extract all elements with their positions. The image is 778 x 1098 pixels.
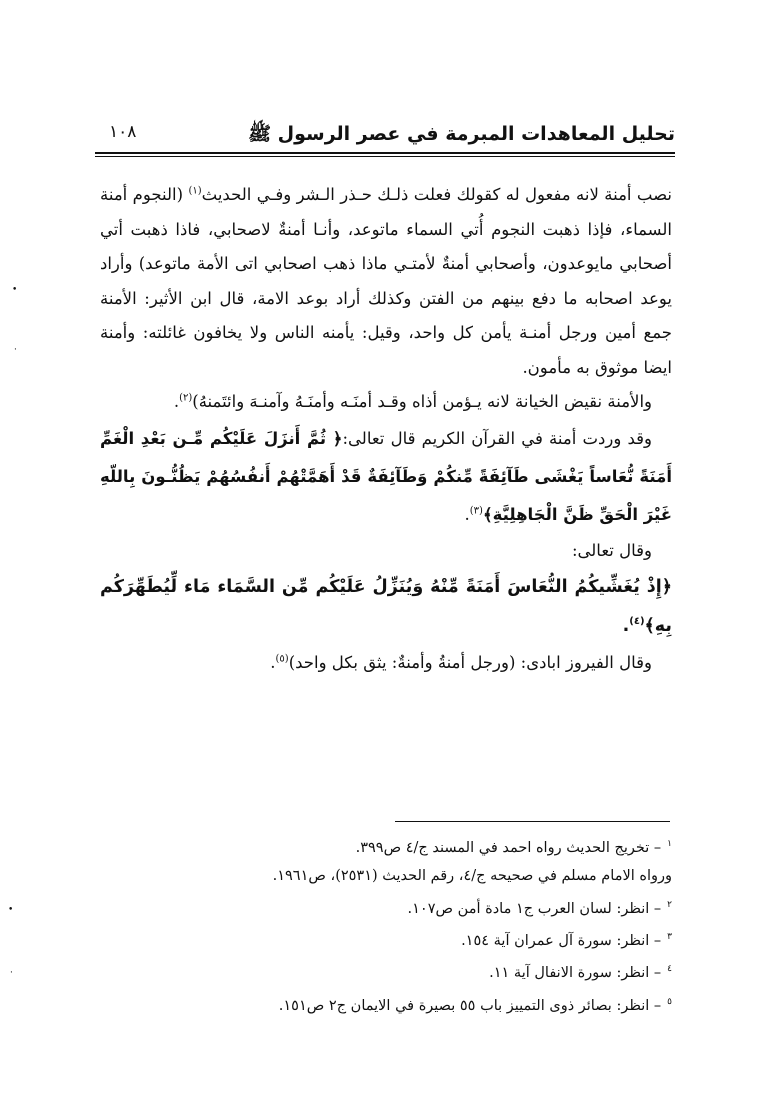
paragraph-3-intro: وقد وردت أمنة في القرآن الكريم قال تعالى: <box>342 428 653 448</box>
footnote-text: – انظر: بصائر ذوى التمييز باب ٥٥ بصيرة في الايمان ج٢ ص١٥١. <box>278 997 662 1014</box>
paragraph-1-text-b: (النجوم أمنة السماء، فإذا ذهبت النجوم أُتي السماء ماتوعد، وأنـا أمنةٌ لاصحابي، فاذا ذهبت أتي أصحابي مايوعدون، وأصحابي أمنةٌ لأمتـي ماذا ذهب اصحابي اتى الأمة ماتوعد) وأراد يوعد اصحابه ما دفع بينهم من الفتن وكذلك أراد بوعد الامة، قال ابن الأثير: الأمنة جمع أمين ورجل أمنـة يأمن كل واحد، وقيل: يأمنه الناس ولا يخافون غائلته: وأمنة ايضا موثوق به مأمون. <box>100 185 672 377</box>
paragraph-4-intro <box>100 534 672 569</box>
footnote-ref-4: (٤) <box>629 616 645 628</box>
footnote-number: ١ <box>667 839 672 849</box>
paragraph-2 <box>100 385 672 420</box>
scan-speck: · <box>10 968 13 978</box>
paragraph-3 <box>100 420 672 534</box>
page-number: ١٠٨ <box>109 122 137 142</box>
header-rule <box>95 152 675 154</box>
paragraph-2-text: والأمنة نقيض الخيانة لانه يـؤمن أذاه وقـد أمنَـه وأمنَـهُ وآمنـهَ وائتَمنهُ) <box>192 392 652 411</box>
scan-speck: · <box>14 345 17 355</box>
footnote-ref-3: (٣) <box>469 505 483 516</box>
paragraph-1-text-a: نصب أمنة لانه مفعول له كقولك فعلت ذلـك حـذر الـشر وفـي الحديث <box>201 185 673 204</box>
footnote-5 <box>120 988 672 1020</box>
footnote-text: – انظر: سورة آل عمران آية ١٥٤. <box>461 932 662 949</box>
footnote-text: – انظر: لسان العرب ج١ مادة أمن ص١٠٧. <box>407 900 662 917</box>
header-title: تحليل المعاهدات المبرمة في عصر الرسول ﷺ <box>248 123 675 145</box>
footnote-1 <box>120 830 672 862</box>
paragraph-4-intro-text: وقال تعالى: <box>571 540 652 560</box>
footnote-ref-2: (٢) <box>179 392 193 404</box>
footnote-number: ٣ <box>667 932 672 943</box>
quran-verse-2-block <box>100 568 672 646</box>
paragraph-4-end: . <box>622 616 630 636</box>
footnote-text: ورواه الامام مسلم في صحيحه ج/٤، رقم الحديث (٢٥٣١)، ص١٩٦١. <box>272 868 672 885</box>
footnote-3 <box>120 923 672 955</box>
footnote-text: – تخريج الحديث رواه احمد في المسند ج/٤ ص٣٩٩. <box>355 839 662 856</box>
paragraph-5-text: وقال الفيروز ابادى: (ورجل أمنةُ وأمنةٌ: يثق بكل واحد) <box>288 653 652 672</box>
footnotes <box>120 830 672 1020</box>
header-rule-thin <box>95 156 675 157</box>
running-header <box>95 118 675 158</box>
quran-verse-1: ﴿ ثُمَّ أَنزَلَ عَلَيْكُم مِّـن بَعْدِ الْغَمِّ أَمَنَةً نُّعَاساً يَغْشَى طَآئِفَةً مِّنكُمْ وَطَآئِفَةٌ قَدْ أَهَمَّتْهُمْ أَنفُسُهُمْ يَظُنُّـونَ بِاللّهِ غَيْرَ الْحَقِّ ظَنَّ الْجَاهِلِيَّةِ﴾ <box>100 428 672 524</box>
paragraph-5 <box>100 646 672 681</box>
footnote-1-continued <box>120 862 672 891</box>
scan-speck: • <box>12 285 18 295</box>
quran-verse-2: ﴿إِذْ يُغَشِّيكُمُ النُّعَاسَ أَمَنَةً مِّنْهُ وَيُنَزِّلُ عَلَيْكُم مِّن السَّمَاء مَاء لِّيُطَهِّرَكُم بِهِ﴾ <box>100 577 672 636</box>
footnote-2 <box>120 891 672 923</box>
footnote-number: ٥ <box>667 996 672 1007</box>
footnote-number: ٤ <box>667 964 672 975</box>
scan-speck: • <box>8 905 14 915</box>
paragraph-2-end: . <box>173 392 180 411</box>
main-text <box>100 178 672 681</box>
footnote-separator <box>395 821 670 822</box>
footnote-ref-1: (١) <box>188 185 202 197</box>
footnote-4 <box>120 955 672 987</box>
footnote-number: ٢ <box>667 899 672 910</box>
footnote-ref-5: (٥) <box>275 653 289 665</box>
paragraph-3-end: . <box>464 504 470 524</box>
paragraph-5-end: . <box>270 653 276 672</box>
footnote-text: – انظر: سورة الانفال آية ١١. <box>489 965 662 982</box>
paragraph-1 <box>100 178 672 385</box>
